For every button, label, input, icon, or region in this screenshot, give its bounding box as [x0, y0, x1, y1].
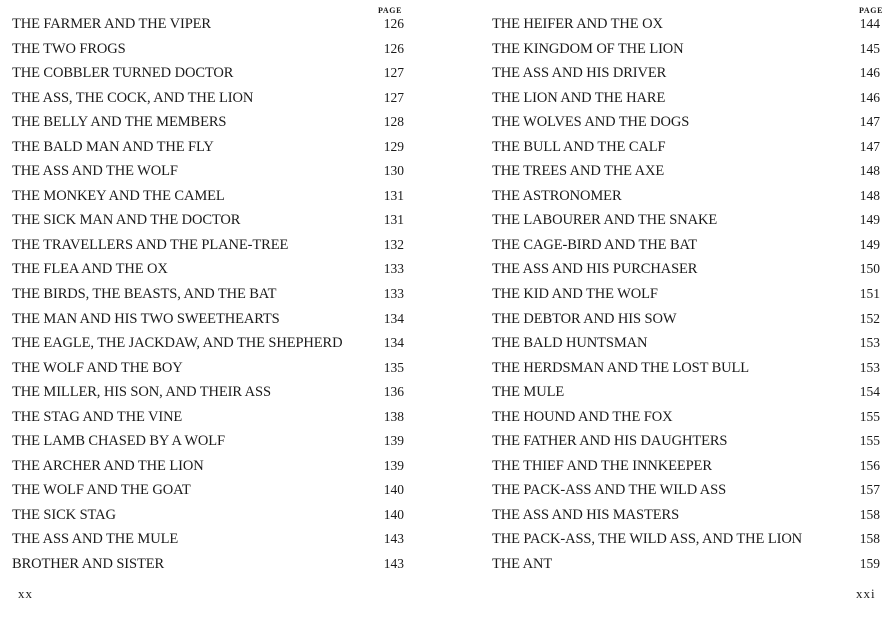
contents-entry	[492, 257, 880, 282]
contents-entry	[492, 86, 880, 111]
contents-list	[492, 12, 880, 577]
contents-entry	[492, 307, 880, 332]
entry-title: THE PACK-ASS AND THE WILD ASS	[492, 482, 727, 499]
contents-entry	[492, 503, 880, 528]
contents-entry	[12, 307, 404, 332]
entry-title: THE WOLF AND THE GOAT	[12, 482, 191, 499]
entry-page-number: 149	[859, 236, 880, 252]
contents-entry	[492, 429, 880, 454]
entry-page-number: 134	[383, 335, 404, 351]
contents-entry	[492, 37, 880, 62]
entry-title: THE MULE	[492, 384, 565, 401]
entry-title: THE COBBLER TURNED DOCTOR	[12, 65, 234, 82]
entry-page-number: 158	[859, 531, 880, 547]
entry-title: THE SICK MAN AND THE DOCTOR	[12, 212, 241, 229]
entry-page-number: 139	[383, 433, 404, 449]
contents-entry	[12, 257, 404, 282]
entry-page-number: 147	[859, 114, 880, 130]
entry-title: THE BULL AND THE CALF	[492, 138, 666, 155]
contents-entry	[492, 110, 880, 135]
entry-page-number: 134	[383, 310, 404, 326]
contents-entry	[12, 527, 404, 552]
entry-page-number: 128	[383, 114, 404, 130]
entry-title: THE MILLER, HIS SON, AND THEIR ASS	[12, 384, 271, 401]
entry-page-number: 130	[383, 163, 404, 179]
entry-title: THE MAN AND HIS TWO SWEETHEARTS	[12, 310, 280, 327]
contents-entry	[492, 331, 880, 356]
entry-page-number: 126	[383, 40, 404, 56]
entry-title: THE KID AND THE WOLF	[492, 286, 658, 303]
entry-title: THE TWO FROGS	[12, 40, 126, 57]
entry-page-number: 135	[383, 359, 404, 375]
entry-title: THE WOLF AND THE BOY	[12, 359, 183, 376]
entry-title: THE EAGLE, THE JACKDAW, AND THE SHEPHERD	[12, 335, 343, 352]
entry-title: THE THIEF AND THE INNKEEPER	[492, 457, 712, 474]
entry-title: THE ASS, THE COCK, AND THE LION	[12, 89, 254, 106]
entry-title: THE CAGE-BIRD AND THE BAT	[492, 236, 698, 253]
entry-page-number: 155	[859, 408, 880, 424]
entry-page-number: 144	[859, 16, 880, 31]
contents-entry	[492, 12, 880, 37]
contents-entry	[12, 61, 404, 86]
entry-title: THE LION AND THE HARE	[492, 89, 666, 106]
entry-page-number: 129	[383, 138, 404, 154]
contents-entry	[12, 159, 404, 184]
entry-page-number: 153	[859, 359, 880, 375]
contents-entry	[12, 233, 404, 258]
entry-page-number: 154	[859, 384, 880, 400]
entry-page-number: 151	[859, 286, 880, 302]
contents-entry	[492, 233, 880, 258]
contents-entry	[492, 159, 880, 184]
contents-entry	[492, 61, 880, 86]
contents-entry	[12, 282, 404, 307]
contents-entry	[492, 405, 880, 430]
entry-title: THE BIRDS, THE BEASTS, AND THE BAT	[12, 286, 277, 303]
entry-title: THE ASTRONOMER	[492, 187, 622, 204]
entry-page-number: 145	[859, 40, 880, 56]
entry-title: BROTHER AND SISTER	[12, 556, 165, 573]
contents-entry	[492, 552, 880, 577]
contents-entry	[492, 208, 880, 233]
entry-title: THE ASS AND THE MULE	[12, 531, 179, 548]
contents-entry	[12, 429, 404, 454]
entry-page-number: 153	[859, 335, 880, 351]
contents-entry	[12, 552, 404, 577]
entry-page-number: 131	[383, 212, 404, 228]
entry-page-number: 148	[859, 163, 880, 179]
contents-entry	[12, 12, 404, 37]
entry-page-number: 150	[859, 261, 880, 277]
right-page	[446, 0, 892, 617]
entry-title: THE BALD MAN AND THE FLY	[12, 138, 214, 155]
entry-title: THE WOLVES AND THE DOGS	[492, 114, 690, 131]
entry-title: THE HEIFER AND THE OX	[492, 16, 663, 32]
contents-entry	[492, 527, 880, 552]
contents-entry	[12, 86, 404, 111]
contents-entry	[12, 356, 404, 381]
contents-entry	[12, 503, 404, 528]
entry-title: THE HERDSMAN AND THE LOST BULL	[492, 359, 750, 376]
entry-page-number: 159	[859, 556, 880, 572]
contents-entry	[12, 454, 404, 479]
entry-title: THE PACK-ASS, THE WILD ASS, AND THE LION	[492, 531, 803, 548]
contents-entry	[12, 37, 404, 62]
entry-page-number: 127	[383, 65, 404, 81]
entry-page-number: 152	[859, 310, 880, 326]
entry-page-number: 126	[383, 16, 404, 31]
contents-entry	[492, 356, 880, 381]
entry-title: THE ASS AND THE WOLF	[12, 163, 178, 180]
entry-page-number: 140	[383, 506, 404, 522]
page-column-header: PAGE	[378, 6, 403, 15]
entry-page-number: 155	[859, 433, 880, 449]
entry-title: THE ASS AND HIS MASTERS	[492, 506, 680, 523]
entry-page-number: 127	[383, 89, 404, 105]
entry-title: THE MONKEY AND THE CAMEL	[12, 187, 225, 204]
contents-entry	[492, 380, 880, 405]
entry-title: THE HOUND AND THE FOX	[492, 408, 673, 425]
entry-page-number: 132	[383, 236, 404, 252]
contents-entry	[12, 184, 404, 209]
entry-page-number: 143	[383, 556, 404, 572]
entry-title: THE BELLY AND THE MEMBERS	[12, 114, 227, 131]
entry-page-number: 139	[383, 457, 404, 473]
entry-page-number: 147	[859, 138, 880, 154]
contents-entry	[12, 208, 404, 233]
entry-page-number: 143	[383, 531, 404, 547]
entry-page-number: 140	[383, 482, 404, 498]
entry-page-number: 149	[859, 212, 880, 228]
entry-title: THE DEBTOR AND HIS SOW	[492, 310, 677, 327]
entry-page-number: 133	[383, 261, 404, 277]
entry-title: THE ANT	[492, 556, 553, 573]
entry-title: THE ASS AND HIS PURCHASER	[492, 261, 698, 278]
contents-entry	[12, 380, 404, 405]
entry-page-number: 148	[859, 187, 880, 203]
entry-page-number: 158	[859, 506, 880, 522]
page-column-header: PAGE	[859, 6, 884, 15]
entry-page-number: 133	[383, 286, 404, 302]
entry-title: THE FARMER AND THE VIPER	[12, 16, 212, 32]
entry-page-number: 146	[859, 65, 880, 81]
entry-page-number: 138	[383, 408, 404, 424]
entry-page-number: 146	[859, 89, 880, 105]
contents-entry	[12, 405, 404, 430]
entry-page-number: 131	[383, 187, 404, 203]
entry-title: THE SICK STAG	[12, 506, 116, 523]
entry-title: THE LABOURER AND THE SNAKE	[492, 212, 718, 229]
entry-title: THE ASS AND HIS DRIVER	[492, 65, 667, 82]
entry-title: THE LAMB CHASED BY A WOLF	[12, 433, 226, 450]
page-folio: xxi	[856, 586, 876, 601]
page-folio: xx	[18, 586, 33, 601]
entry-title: THE STAG AND THE VINE	[12, 408, 183, 425]
entry-title: THE BALD HUNTSMAN	[492, 335, 648, 352]
entry-title: THE FATHER AND HIS DAUGHTERS	[492, 433, 728, 450]
entry-title: THE FLEA AND THE OX	[12, 261, 168, 278]
contents-entry	[12, 110, 404, 135]
contents-entry	[492, 478, 880, 503]
contents-entry	[492, 184, 880, 209]
entry-title: THE ARCHER AND THE LION	[12, 457, 204, 474]
contents-entry	[12, 135, 404, 160]
entry-page-number: 136	[383, 384, 404, 400]
contents-entry	[12, 331, 404, 356]
entry-page-number: 157	[859, 482, 880, 498]
contents-entry	[12, 478, 404, 503]
contents-entry	[492, 454, 880, 479]
entry-title: THE TREES AND THE AXE	[492, 163, 665, 180]
contents-entry	[492, 135, 880, 160]
contents-entry	[492, 282, 880, 307]
contents-list	[12, 12, 404, 577]
entry-title: THE TRAVELLERS AND THE PLANE-TREE	[12, 236, 289, 253]
entry-title: THE KINGDOM OF THE LION	[492, 40, 684, 57]
entry-page-number: 156	[859, 457, 880, 473]
